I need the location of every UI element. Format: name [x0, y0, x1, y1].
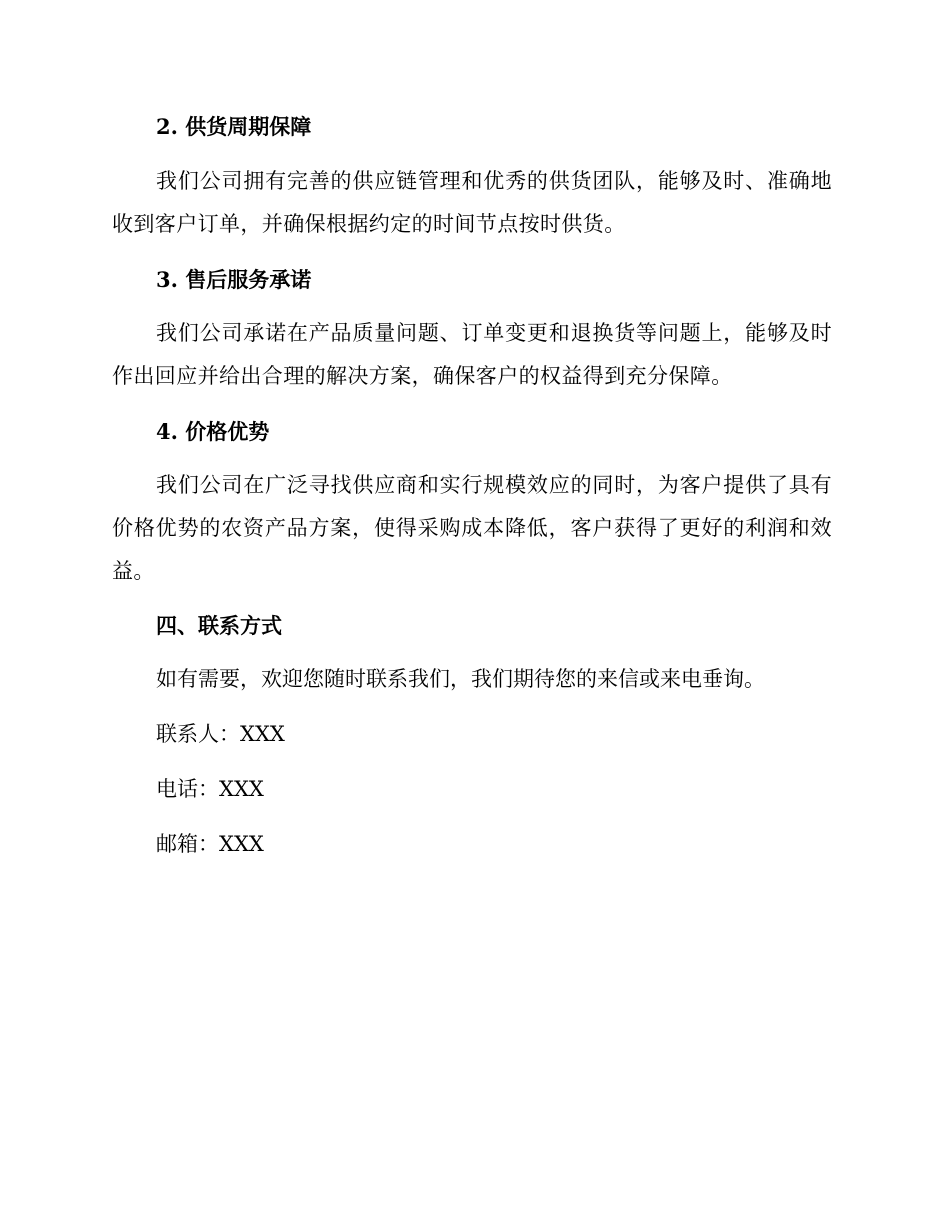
contact-person: 联系人：XXX: [156, 722, 285, 746]
section-heading-aftersales: 3. 售后服务承诺: [156, 267, 312, 292]
section-heading-supply: 2. 供货周期保障: [156, 114, 312, 139]
section-body-price: 我们公司在广泛寻找供应商和实行规模效应的同时，为客户提供了具有价格优势的农资产品方案，使得采购成本降低，客户获得了更好的利润和效益。: [112, 473, 832, 583]
section-heading-price: 4. 价格优势: [156, 419, 270, 444]
section-body-supply: 我们公司拥有完善的供应链管理和优秀的供货团队，能够及时、准确地收到客户订单，并确保根据约定的时间节点按时供货。: [112, 169, 832, 236]
contact-heading: 四、联系方式: [156, 613, 282, 638]
contact-intro: 如有需要，欢迎您随时联系我们，我们期待您的来信或来电垂询。: [156, 667, 765, 691]
section-body-aftersales: 我们公司承诺在产品质量问题、订单变更和退换货等问题上，能够及时作出回应并给出合理的解决方案，确保客户的权益得到充分保障。: [112, 321, 832, 388]
contact-phone: 电话：XXX: [156, 777, 264, 801]
contact-email: 邮箱：XXX: [156, 832, 264, 856]
